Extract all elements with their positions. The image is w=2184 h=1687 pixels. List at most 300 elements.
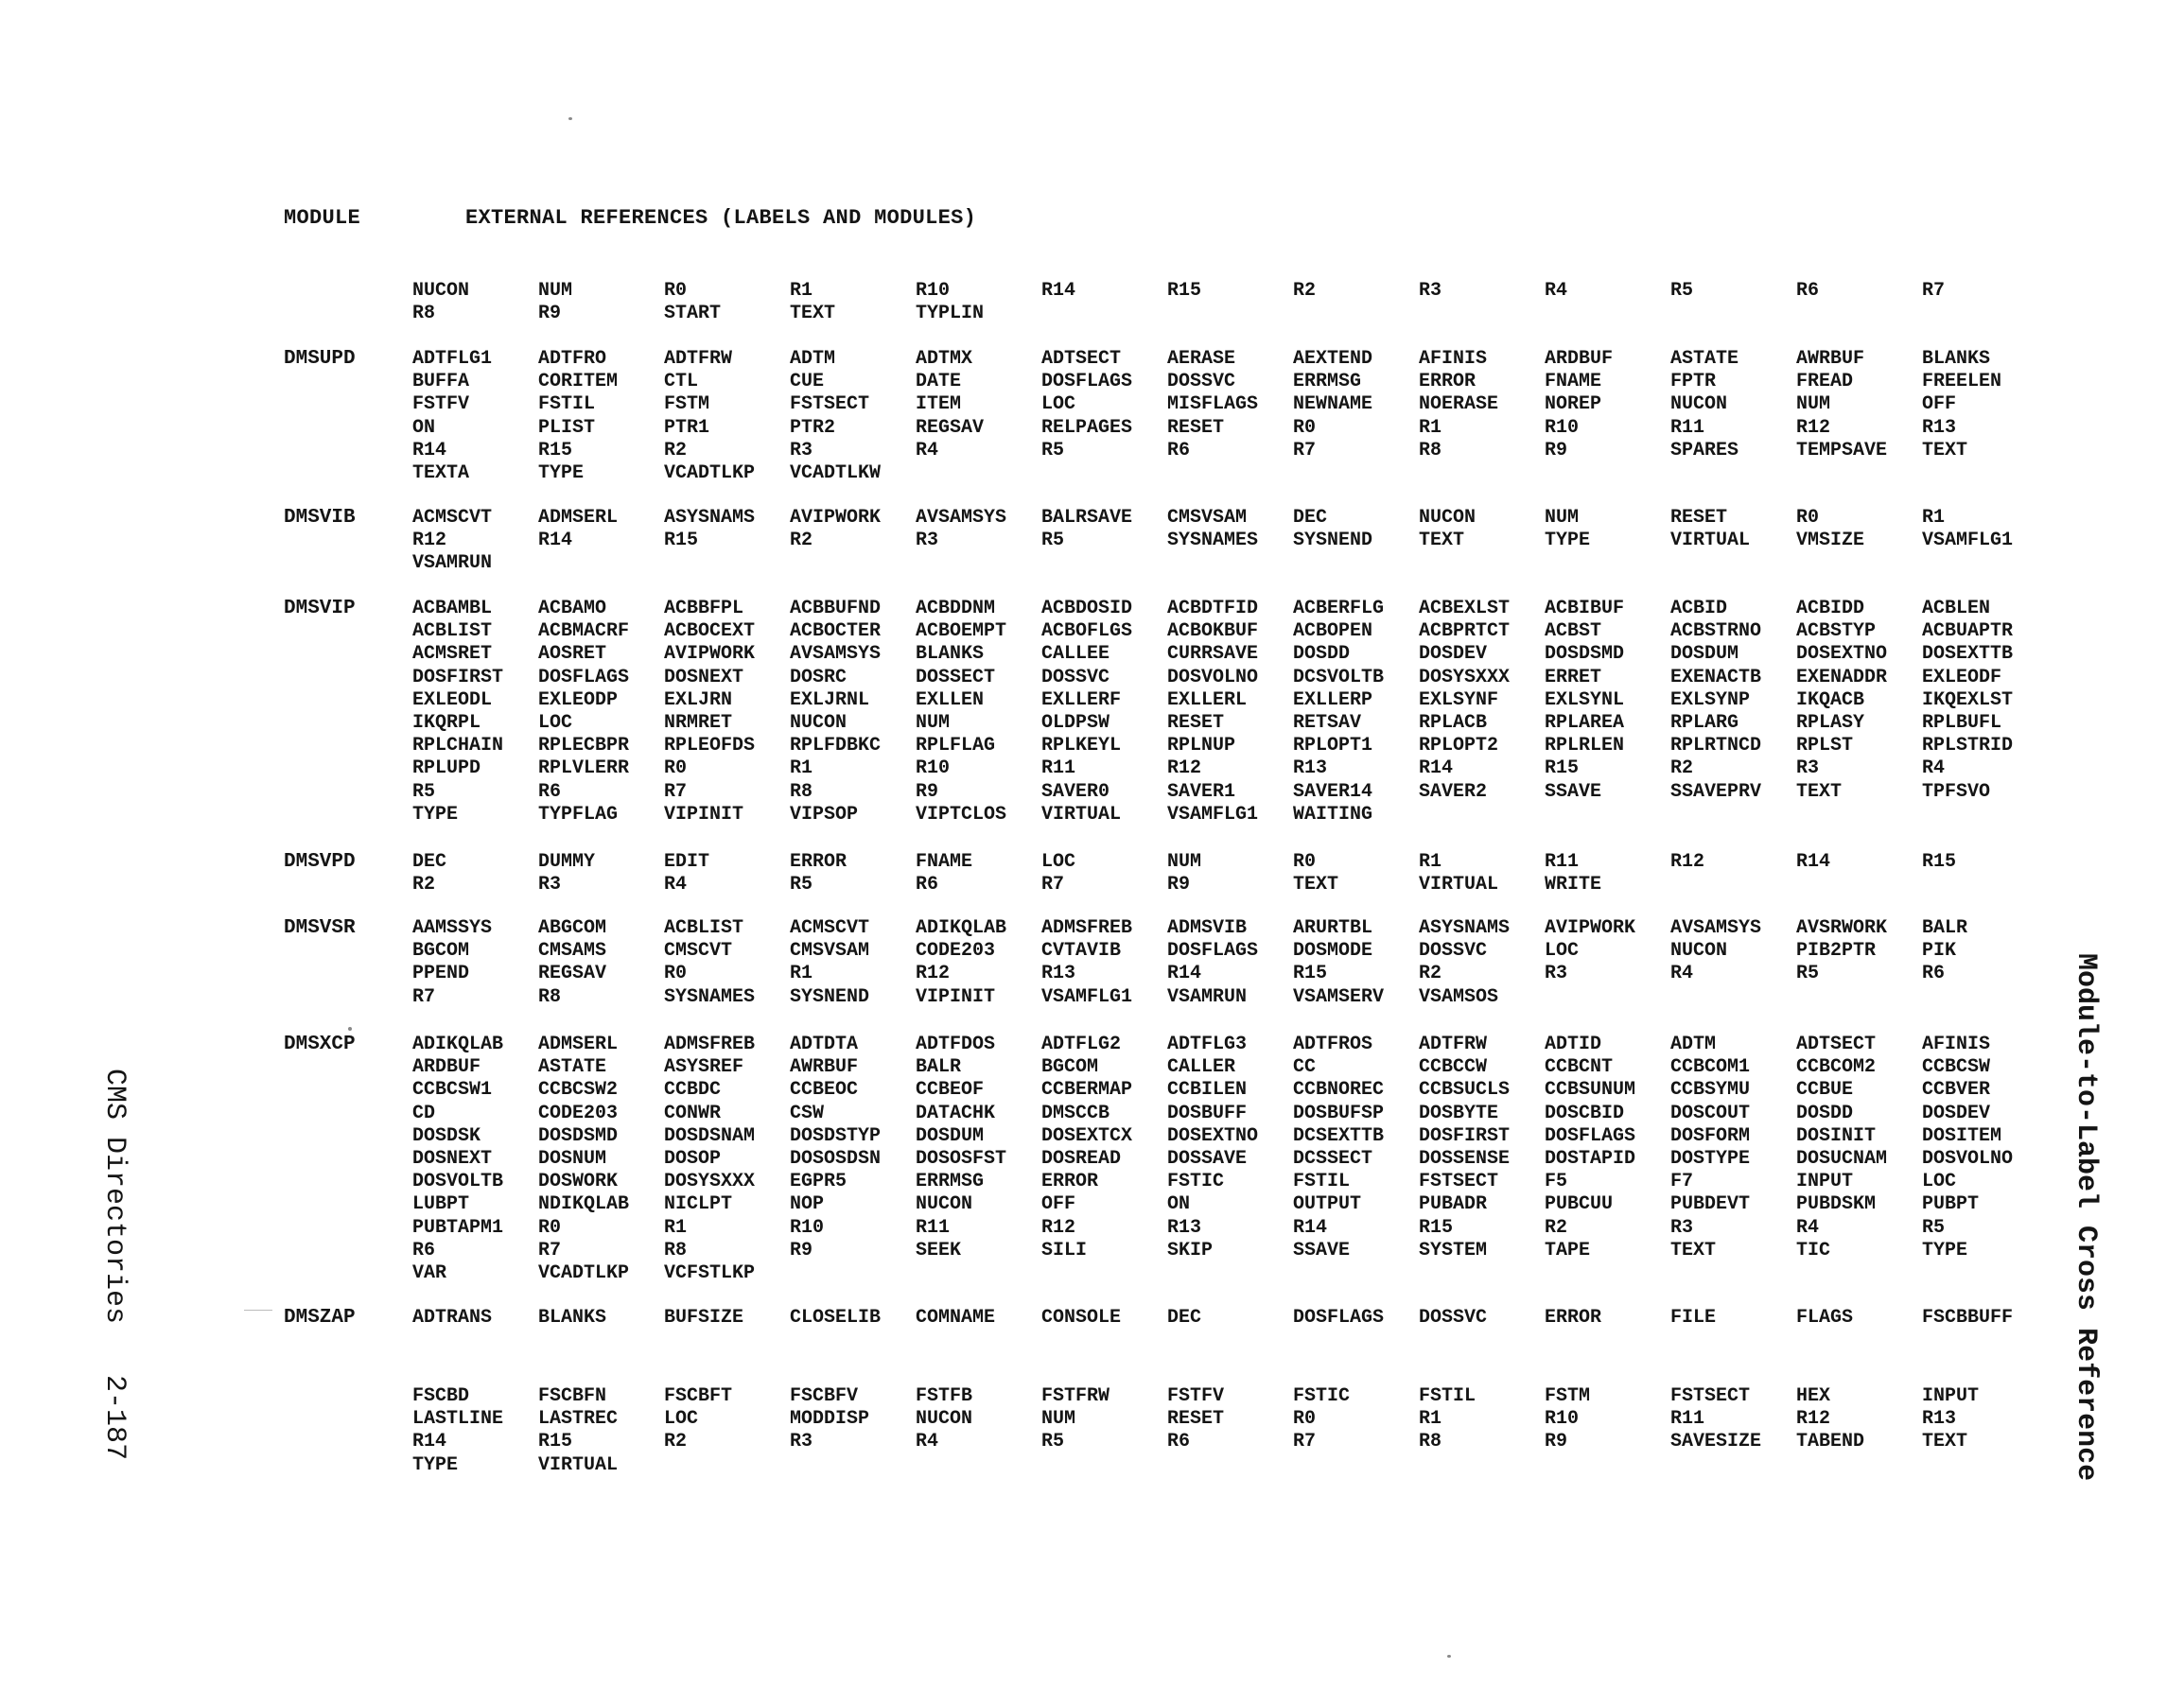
reference-label: ADTM bbox=[790, 348, 836, 370]
reference-label: EXLSYNP bbox=[1670, 688, 1751, 711]
reference-label: VMSIZE bbox=[1796, 530, 1865, 552]
reference-label: RPLNUP bbox=[1167, 735, 1236, 757]
reference-label: ADTSECT bbox=[1796, 1034, 1877, 1055]
reference-label: CCBDC bbox=[664, 1079, 722, 1102]
reference-label: ACBPRTCT bbox=[1419, 620, 1511, 643]
reference-label: RPLRLEN bbox=[1545, 735, 1625, 757]
reference-label: ACBIBUF bbox=[1545, 598, 1625, 619]
reference-label: RETSAV bbox=[1293, 711, 1362, 734]
reference-label: ASYSNAMS bbox=[664, 507, 756, 529]
reference-label: VIPINIT bbox=[664, 803, 744, 826]
reference-label: DOSSVC bbox=[1419, 1307, 1488, 1329]
reference-label: EDIT bbox=[664, 851, 710, 873]
reference-label: DATACHK bbox=[916, 1102, 996, 1124]
reference-label: FNAME bbox=[916, 851, 973, 873]
reference-label: CCBEOF bbox=[916, 1079, 985, 1102]
reference-label: IKQEXLST bbox=[1922, 688, 2014, 711]
reference-label: VSAMFLG1 bbox=[1922, 530, 2014, 552]
reference-label: AVSAMSYS bbox=[1670, 917, 1762, 939]
reference-label: R12 bbox=[1796, 416, 1831, 439]
reference-label: DOSEXTNO bbox=[1796, 643, 1888, 666]
reference-label: R8 bbox=[790, 780, 813, 803]
reference-label: R2 bbox=[412, 874, 436, 896]
reference-label: VAR bbox=[412, 1261, 447, 1284]
reference-label: FSCBBUFF bbox=[1922, 1307, 2014, 1329]
reference-label: LOC bbox=[1041, 393, 1076, 416]
reference-label: ACBDTFID bbox=[1167, 598, 1259, 619]
reference-label: CCBCSW bbox=[1922, 1056, 1991, 1079]
reference-label: ACBOFLGS bbox=[1041, 620, 1133, 643]
reference-label: RPLAREA bbox=[1545, 711, 1625, 734]
reference-label: LOC bbox=[538, 711, 573, 734]
reference-label: CONSOLE bbox=[1041, 1307, 1122, 1329]
reference-grid bbox=[412, 280, 2058, 325]
reference-label: ACBLIST bbox=[412, 620, 493, 643]
reference-label: SILI bbox=[1041, 1239, 1088, 1261]
reference-label: R6 bbox=[1796, 280, 1820, 302]
reference-label: TYPFLAG bbox=[538, 803, 619, 826]
reference-label: WRITE bbox=[1545, 874, 1602, 896]
reference-label: ITEM bbox=[916, 393, 962, 416]
reference-label: DOSRC bbox=[790, 666, 847, 688]
reference-grid bbox=[412, 598, 2058, 826]
reference-label: R10 bbox=[1545, 1408, 1580, 1431]
reference-label: R0 bbox=[1796, 507, 1820, 529]
reference-label: DOSSVC bbox=[1041, 666, 1110, 688]
reference-label: R1 bbox=[664, 1216, 688, 1239]
reference-label: ASYSNAMS bbox=[1419, 917, 1511, 939]
reference-label: CTL bbox=[664, 371, 699, 393]
reference-label: VCFSTLKP bbox=[664, 1261, 756, 1284]
reference-label: DOSOSFST bbox=[916, 1147, 1007, 1170]
reference-label: ACBOCEXT bbox=[664, 620, 756, 643]
reference-grid bbox=[412, 1307, 2058, 1330]
reference-label: ADMSERL bbox=[538, 507, 619, 529]
reference-label: OFF bbox=[1041, 1193, 1076, 1216]
reference-label: DOSSECT bbox=[916, 666, 996, 688]
reference-label: TYPLIN bbox=[916, 303, 985, 325]
reference-label: INPUT bbox=[1922, 1385, 1980, 1407]
reference-label: FREELEN bbox=[1922, 371, 2002, 393]
reference-label: PUBPT bbox=[1922, 1193, 1980, 1216]
reference-label: ADMSVIB bbox=[1167, 917, 1248, 939]
reference-label: R13 bbox=[1167, 1216, 1202, 1239]
reference-label: NUM bbox=[1167, 851, 1202, 873]
reference-label: TYPE bbox=[1545, 530, 1591, 552]
reference-label: LUBPT bbox=[412, 1193, 470, 1216]
reference-label: DOSDSMD bbox=[538, 1124, 619, 1147]
reference-label: DOSTAPID bbox=[1545, 1147, 1636, 1170]
module-column-header: MODULE bbox=[284, 206, 361, 230]
reference-label: DOSVOLTB bbox=[412, 1171, 504, 1193]
reference-label: R12 bbox=[1167, 757, 1202, 780]
reference-label: DOSDUM bbox=[1670, 643, 1739, 666]
reference-label: NICLPT bbox=[664, 1193, 733, 1216]
reference-label: BALRSAVE bbox=[1041, 507, 1133, 529]
reference-label: DOSDEV bbox=[1419, 643, 1488, 666]
reference-label: R3 bbox=[1545, 963, 1568, 985]
reference-label: RPLASY bbox=[1796, 711, 1865, 734]
reference-label: FLAGS bbox=[1796, 1307, 1854, 1329]
reference-label: DCSEXTTB bbox=[1293, 1124, 1385, 1147]
reference-label: ADIKQLAB bbox=[916, 917, 1007, 939]
reference-label: R0 bbox=[664, 757, 688, 780]
reference-label: R14 bbox=[1419, 757, 1454, 780]
reference-label: SSAVEPRV bbox=[1670, 780, 1762, 803]
reference-label: FSCBD bbox=[412, 1385, 470, 1407]
reference-label: R5 bbox=[1796, 963, 1820, 985]
section-title-text: Module-to-Label Cross Reference bbox=[2070, 953, 2102, 1482]
module-name: DMSUPD bbox=[284, 348, 356, 370]
reference-label: BALR bbox=[1922, 917, 1968, 939]
module-name: DMSVIP bbox=[284, 598, 356, 619]
reference-label: DEC bbox=[1293, 507, 1328, 529]
reference-label: AAMSSYS bbox=[412, 917, 493, 939]
reference-label: FSTSECT bbox=[790, 393, 870, 416]
reference-label: TYPE bbox=[412, 803, 459, 826]
reference-label: SKIP bbox=[1167, 1239, 1214, 1261]
reference-label: IKQACB bbox=[1796, 688, 1865, 711]
reference-label: ACBSTYP bbox=[1796, 620, 1877, 643]
reference-label: DOSDSK bbox=[412, 1124, 481, 1147]
module-name: DMSVSR bbox=[284, 917, 356, 939]
reference-label: BLANKS bbox=[916, 643, 985, 666]
reference-label: ON bbox=[1167, 1193, 1191, 1216]
reference-label: VIPINIT bbox=[916, 985, 996, 1008]
reference-label: SYSTEM bbox=[1419, 1239, 1488, 1261]
reference-label: EXLLERF bbox=[1041, 688, 1122, 711]
reference-label: FSCBFN bbox=[538, 1385, 607, 1407]
reference-label: R13 bbox=[1293, 757, 1328, 780]
reference-label: R1 bbox=[790, 280, 813, 302]
reference-label: VIPSOP bbox=[790, 803, 859, 826]
reference-label: ACBEXLST bbox=[1419, 598, 1511, 619]
reference-label: RPLRTNCD bbox=[1670, 735, 1762, 757]
reference-label: DUMMY bbox=[538, 851, 596, 873]
reference-label: FSTIL bbox=[1293, 1171, 1351, 1193]
reference-label: RPLVLERR bbox=[538, 757, 630, 780]
reference-label: REGSAV bbox=[916, 416, 985, 439]
reference-label: ERRMSG bbox=[1293, 371, 1362, 393]
reference-label: RPLOPT1 bbox=[1293, 735, 1373, 757]
reference-label: FSTM bbox=[1545, 1385, 1591, 1407]
reference-label: ERROR bbox=[1041, 1171, 1099, 1193]
reference-label: R5 bbox=[412, 780, 436, 803]
reference-label: RPLEOFDS bbox=[664, 735, 756, 757]
reference-label: PTR2 bbox=[790, 416, 836, 439]
reference-label: DOSCOUT bbox=[1670, 1102, 1751, 1124]
reference-label: R15 bbox=[538, 1431, 573, 1453]
reference-label: R10 bbox=[916, 757, 951, 780]
reference-label: ACBDDNM bbox=[916, 598, 996, 619]
reference-label: FILE bbox=[1670, 1307, 1717, 1329]
reference-label: ACBST bbox=[1545, 620, 1602, 643]
reference-label: EXLJRNL bbox=[790, 688, 870, 711]
reference-label: BLANKS bbox=[538, 1307, 607, 1329]
reference-label: START bbox=[664, 303, 722, 325]
reference-label: CMSAMS bbox=[538, 940, 607, 963]
reference-label: NEWNAME bbox=[1293, 393, 1373, 416]
reference-label: R3 bbox=[1670, 1216, 1694, 1239]
reference-label: ARDBUF bbox=[1545, 348, 1614, 370]
reference-label: R9 bbox=[1167, 874, 1191, 896]
reference-label: ADTFLG2 bbox=[1041, 1034, 1122, 1055]
reference-label: SAVESIZE bbox=[1670, 1431, 1762, 1453]
reference-label: ACBAMO bbox=[538, 598, 607, 619]
reference-label: R13 bbox=[1922, 416, 1957, 439]
reference-label: BUFFA bbox=[412, 371, 470, 393]
reference-label: ADTRANS bbox=[412, 1307, 493, 1329]
reference-label: ADIKQLAB bbox=[412, 1034, 504, 1055]
reference-label: R12 bbox=[916, 963, 951, 985]
reference-label: DOSREAD bbox=[1041, 1147, 1122, 1170]
reference-label: CCBNOREC bbox=[1293, 1079, 1385, 1102]
reference-label: CVTAVIB bbox=[1041, 940, 1122, 963]
reference-label: R10 bbox=[916, 280, 951, 302]
reference-label: SPARES bbox=[1670, 439, 1739, 461]
reference-label: CMSVSAM bbox=[1167, 507, 1248, 529]
reference-label: VSAMRUN bbox=[412, 552, 493, 575]
reference-label: DOSOP bbox=[664, 1147, 722, 1170]
reference-label: R2 bbox=[1419, 963, 1442, 985]
reference-label: R11 bbox=[1670, 416, 1705, 439]
reference-label: ADTFDOS bbox=[916, 1034, 996, 1055]
reference-label: R14 bbox=[412, 1431, 447, 1453]
reference-label: R5 bbox=[1922, 1216, 1946, 1239]
reference-label: DOSDD bbox=[1293, 643, 1351, 666]
reference-label: RPLST bbox=[1796, 735, 1854, 757]
reference-label: CODE203 bbox=[538, 1102, 619, 1124]
reference-label: SAVER14 bbox=[1293, 780, 1373, 803]
reference-label: VSAMSOS bbox=[1419, 985, 1499, 1008]
reference-label: ADTM bbox=[1670, 1034, 1717, 1055]
reference-label: R2 bbox=[1670, 757, 1694, 780]
reference-label: R2 bbox=[664, 439, 688, 461]
reference-label: R1 bbox=[1419, 416, 1442, 439]
reference-label: R14 bbox=[412, 439, 447, 461]
reference-label: TAPE bbox=[1545, 1239, 1591, 1261]
reference-label: INPUT bbox=[1796, 1171, 1854, 1193]
reference-label: DOSBUFSP bbox=[1293, 1102, 1385, 1124]
reference-label: RPLECBPR bbox=[538, 735, 630, 757]
reference-label: DOSTYPE bbox=[1670, 1147, 1751, 1170]
reference-label: R4 bbox=[1545, 280, 1568, 302]
reference-label: EXLJRN bbox=[664, 688, 733, 711]
reference-label: R7 bbox=[1293, 1431, 1317, 1453]
reference-label: CUE bbox=[790, 371, 825, 393]
reference-label: ACBIDD bbox=[1796, 598, 1865, 619]
reference-label: R9 bbox=[1545, 439, 1568, 461]
reference-label: R0 bbox=[538, 1216, 562, 1239]
reference-label: BALR bbox=[916, 1056, 962, 1079]
reference-label: CCBCSW1 bbox=[412, 1079, 493, 1102]
reference-label: DOSFLAGS bbox=[1041, 371, 1133, 393]
reference-label: NUCON bbox=[916, 1193, 973, 1216]
reference-label: RPLCHAIN bbox=[412, 735, 504, 757]
reference-label: DOSDUM bbox=[916, 1124, 985, 1147]
reference-label: DOSVOLNO bbox=[1167, 666, 1259, 688]
reference-label: R10 bbox=[1545, 416, 1580, 439]
reference-label: DOSEXTNO bbox=[1167, 1124, 1259, 1147]
reference-label: ASTATE bbox=[1670, 348, 1739, 370]
reference-label: R2 bbox=[664, 1431, 688, 1453]
reference-label: LASTREC bbox=[538, 1408, 619, 1431]
reference-grid bbox=[412, 1034, 2058, 1285]
reference-label: DCSVOLTB bbox=[1293, 666, 1385, 688]
reference-label: CMSVSAM bbox=[790, 940, 870, 963]
reference-label: NDIKQLAB bbox=[538, 1193, 630, 1216]
reference-label: NOREP bbox=[1545, 393, 1602, 416]
reference-label: AVSAMSYS bbox=[916, 507, 1007, 529]
reference-label: R12 bbox=[1670, 851, 1705, 873]
reference-label: EXLEODP bbox=[538, 688, 619, 711]
reference-label: DEC bbox=[412, 851, 447, 873]
reference-label: R11 bbox=[1670, 1408, 1705, 1431]
reference-label: R0 bbox=[1293, 1408, 1317, 1431]
reference-label: LOC bbox=[1922, 1171, 1957, 1193]
reference-label: CLOSELIB bbox=[790, 1307, 882, 1329]
reference-label: AOSRET bbox=[538, 643, 607, 666]
reference-label: R8 bbox=[664, 1239, 688, 1261]
reference-label: DOSWORK bbox=[538, 1171, 619, 1193]
reference-label: AFINIS bbox=[1922, 1034, 1991, 1055]
reference-label: BUFSIZE bbox=[664, 1307, 744, 1329]
reference-label: AVIPWORK bbox=[664, 643, 756, 666]
reference-grid bbox=[412, 348, 2058, 485]
reference-label: ADMSFREB bbox=[664, 1034, 756, 1055]
reference-label: DOSFLAGS bbox=[538, 666, 630, 688]
reference-label: NUM bbox=[1545, 507, 1580, 529]
reference-label: ADMSERL bbox=[538, 1034, 619, 1055]
reference-label: R0 bbox=[1293, 416, 1317, 439]
reference-label: ERRET bbox=[1545, 666, 1602, 688]
reference-label: R7 bbox=[1293, 439, 1317, 461]
reference-label: FSTM bbox=[664, 393, 710, 416]
reference-label: R1 bbox=[1922, 507, 1946, 529]
reference-label: RPLSTRID bbox=[1922, 735, 2014, 757]
reference-label: FSTFRW bbox=[1041, 1385, 1110, 1407]
reference-label: R3 bbox=[916, 530, 939, 552]
reference-label: CCBEOC bbox=[790, 1079, 859, 1102]
reference-label: R7 bbox=[1922, 280, 1946, 302]
reference-label: R15 bbox=[1419, 1216, 1454, 1239]
reference-label: R0 bbox=[664, 280, 688, 302]
reference-label: CCBSUNUM bbox=[1545, 1079, 1636, 1102]
reference-label: RPLFDBKC bbox=[790, 735, 882, 757]
reference-label: ACMSRET bbox=[412, 643, 493, 666]
reference-label: FSTFB bbox=[916, 1385, 973, 1407]
reference-label: ACBAMBL bbox=[412, 598, 493, 619]
reference-label: SYSNEND bbox=[790, 985, 870, 1008]
reference-label: AVSAMSYS bbox=[790, 643, 882, 666]
reference-label: FSCBFT bbox=[664, 1385, 733, 1407]
reference-label: DOSSAVE bbox=[1167, 1147, 1248, 1170]
reference-label: ADTDTA bbox=[790, 1034, 859, 1055]
reference-label: R14 bbox=[1293, 1216, 1328, 1239]
reference-label: DOSOSDSN bbox=[790, 1147, 882, 1170]
reference-label: BLANKS bbox=[1922, 348, 1991, 370]
reference-label: CC bbox=[1293, 1056, 1317, 1079]
reference-label: F7 bbox=[1670, 1171, 1694, 1193]
reference-label: ADTFLG1 bbox=[412, 348, 493, 370]
reference-label: PUBDEVT bbox=[1670, 1193, 1751, 1216]
reference-label: CCBILEN bbox=[1167, 1079, 1248, 1102]
reference-label: ADTFLG3 bbox=[1167, 1034, 1248, 1055]
reference-label: VSAMSERV bbox=[1293, 985, 1385, 1008]
reference-label: RPLUPD bbox=[412, 757, 481, 780]
reference-label: R1 bbox=[790, 757, 813, 780]
reference-label: NUM bbox=[1796, 393, 1831, 416]
reference-label: CODE203 bbox=[916, 940, 996, 963]
reference-label: VIRTUAL bbox=[538, 1453, 619, 1476]
reference-label: R13 bbox=[1922, 1408, 1957, 1431]
reference-label: FNAME bbox=[1545, 371, 1602, 393]
reference-label: TEXT bbox=[790, 303, 836, 325]
reference-label: R4 bbox=[1922, 757, 1946, 780]
reference-label: PPEND bbox=[412, 963, 470, 985]
reference-label: ARURTBL bbox=[1293, 917, 1373, 939]
reference-label: DOSFLAGS bbox=[1545, 1124, 1636, 1147]
reference-label: AEXTEND bbox=[1293, 348, 1373, 370]
reference-label: R11 bbox=[1041, 757, 1076, 780]
reference-label: EXLLERP bbox=[1293, 688, 1373, 711]
reference-label: CCBCCW bbox=[1419, 1056, 1488, 1079]
reference-label: TEXT bbox=[1293, 874, 1339, 896]
reference-label: CCBSUCLS bbox=[1419, 1079, 1511, 1102]
reference-label: CALLER bbox=[1167, 1056, 1236, 1079]
reference-label: DOSSVC bbox=[1167, 371, 1236, 393]
reference-label: R4 bbox=[916, 439, 939, 461]
reference-label: CD bbox=[412, 1102, 436, 1124]
module-name: DMSXCP bbox=[284, 1034, 356, 1055]
reference-label: R7 bbox=[538, 1239, 562, 1261]
reference-label: ASTATE bbox=[538, 1056, 607, 1079]
reference-label: DOSUCNAM bbox=[1796, 1147, 1888, 1170]
reference-label: R15 bbox=[1922, 851, 1957, 873]
reference-label: ON bbox=[412, 416, 436, 439]
page-footer-text: CMS Directories 2-187 bbox=[98, 1069, 131, 1461]
reference-label: AVIPWORK bbox=[1545, 917, 1636, 939]
reference-label: TIC bbox=[1796, 1239, 1831, 1261]
reference-label: R6 bbox=[1167, 1431, 1191, 1453]
reference-label: ERRMSG bbox=[916, 1171, 985, 1193]
reference-label: REGSAV bbox=[538, 963, 607, 985]
reference-label: RESET bbox=[1167, 711, 1225, 734]
reference-label: R12 bbox=[1041, 1216, 1076, 1239]
reference-label: R15 bbox=[1167, 280, 1202, 302]
reference-label: R8 bbox=[1419, 1431, 1442, 1453]
reference-label: EXENADDR bbox=[1796, 666, 1888, 688]
reference-label: R10 bbox=[790, 1216, 825, 1239]
reference-label: EXENACTB bbox=[1670, 666, 1762, 688]
reference-label: NOP bbox=[790, 1193, 825, 1216]
reference-label: NUCON bbox=[1670, 393, 1728, 416]
reference-label: CURRSAVE bbox=[1167, 643, 1259, 666]
reference-label: R4 bbox=[664, 874, 688, 896]
reference-label: ADTFRO bbox=[538, 348, 607, 370]
reference-label: ACBLIST bbox=[664, 917, 744, 939]
reference-label: ACMSCVT bbox=[412, 507, 493, 529]
reference-label: FSTSECT bbox=[1670, 1385, 1751, 1407]
reference-label: DOSFORM bbox=[1670, 1124, 1751, 1147]
reference-label: ADMSFREB bbox=[1041, 917, 1133, 939]
reference-label: TYPE bbox=[538, 461, 585, 484]
reference-label: CCBCOM1 bbox=[1670, 1056, 1751, 1079]
reference-label: ACBBFPL bbox=[664, 598, 744, 619]
reference-label: TEXT bbox=[1922, 1431, 1968, 1453]
reference-label: DOSFLAGS bbox=[1167, 940, 1259, 963]
reference-label: R12 bbox=[412, 530, 447, 552]
